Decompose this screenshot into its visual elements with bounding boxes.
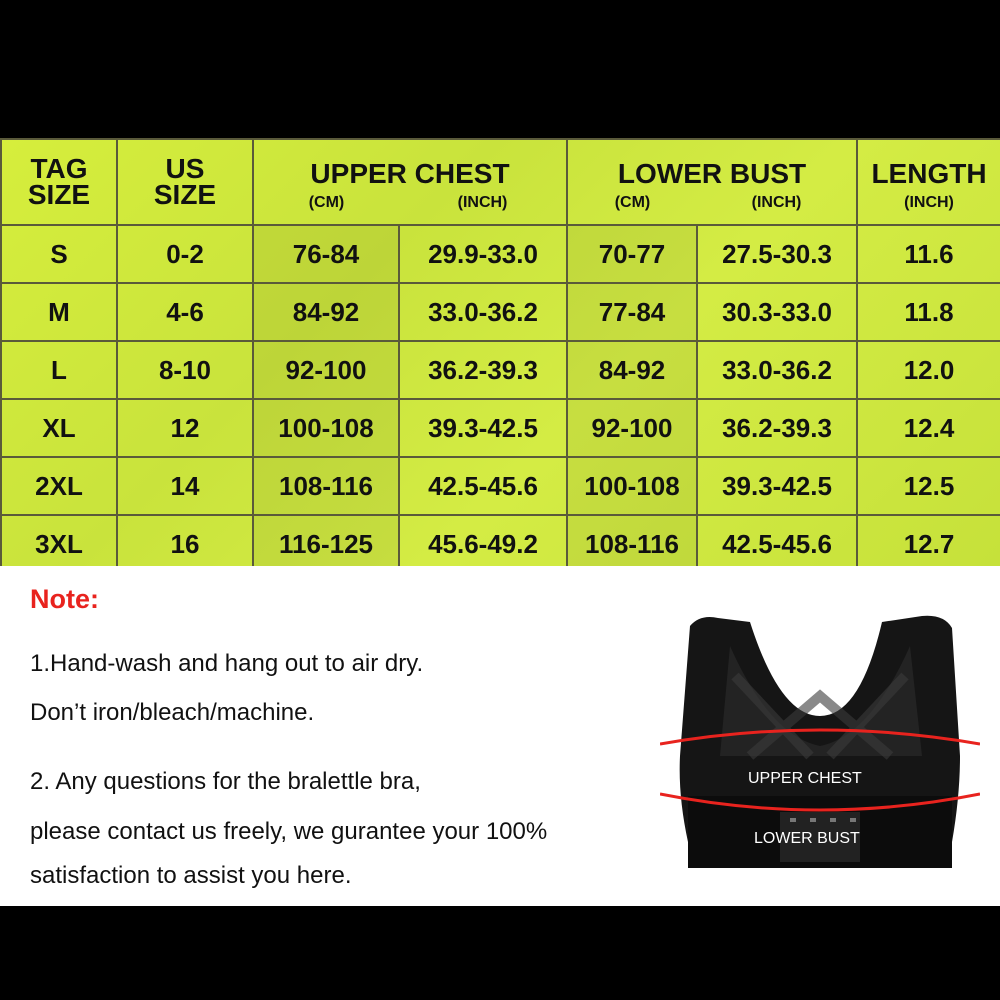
cell-lower-bust-inch: 30.3-33.0 — [697, 283, 857, 341]
cell-us: 4-6 — [117, 283, 253, 341]
cell-length: 11.6 — [857, 225, 1000, 283]
cell-lower-bust-cm: 77-84 — [567, 283, 697, 341]
cell-tag: 3XL — [1, 515, 117, 573]
garment-illustration — [660, 606, 980, 896]
size-table — [0, 138, 1000, 574]
cell-tag: S — [1, 225, 117, 283]
header-lower-bust-cm: (CM) — [567, 190, 697, 225]
lower-bust-label: LOWER BUST — [754, 830, 860, 847]
size-table-wrap — [0, 138, 1000, 566]
cell-length: 12.7 — [857, 515, 1000, 573]
cell-us: 14 — [117, 457, 253, 515]
cell-upper-chest-inch: 39.3-42.5 — [399, 399, 567, 457]
cell-upper-chest-inch: 45.6-49.2 — [399, 515, 567, 573]
cell-upper-chest-inch: 36.2-39.3 — [399, 341, 567, 399]
header-us-size-line2: SIZE — [153, 179, 217, 210]
cell-lower-bust-cm: 100-108 — [567, 457, 697, 515]
header-length-inch: (INCH) — [857, 190, 1000, 225]
header-tag-size — [1, 139, 117, 225]
cell-us: 0-2 — [117, 225, 253, 283]
cell-length: 12.0 — [857, 341, 1000, 399]
cell-upper-chest-cm: 116-125 — [253, 515, 399, 573]
note-section — [0, 566, 1000, 906]
cell-tag: XL — [1, 399, 117, 457]
upper-chest-label: UPPER CHEST — [748, 770, 862, 787]
cell-lower-bust-cm: 92-100 — [567, 399, 697, 457]
cell-upper-chest-inch: 29.9-33.0 — [399, 225, 567, 283]
cell-lower-bust-cm: 108-116 — [567, 515, 697, 573]
cell-upper-chest-cm: 84-92 — [253, 283, 399, 341]
cell-lower-bust-cm: 70-77 — [567, 225, 697, 283]
cell-upper-chest-inch: 42.5-45.6 — [399, 457, 567, 515]
cell-lower-bust-inch: 39.3-42.5 — [697, 457, 857, 515]
cell-us: 16 — [117, 515, 253, 573]
header-us-size-line1: US — [165, 153, 205, 184]
note-line-5: satisfaction to assist you here. — [30, 862, 352, 889]
note-line-4: please contact us freely, we gurantee your 100% — [30, 818, 548, 845]
header-lower-bust-inch: (INCH) — [697, 190, 857, 225]
header-tag-size-line2: SIZE — [27, 179, 91, 210]
cell-lower-bust-cm: 84-92 — [567, 341, 697, 399]
note-line-1: 1.Hand-wash and hang out to air dry. — [30, 650, 424, 677]
cell-tag: L — [1, 341, 117, 399]
cell-upper-chest-inch: 33.0-36.2 — [399, 283, 567, 341]
cell-upper-chest-cm: 92-100 — [253, 341, 399, 399]
product-image — [660, 606, 980, 896]
cell-upper-chest-cm: 100-108 — [253, 399, 399, 457]
cell-length: 11.8 — [857, 283, 1000, 341]
cell-us: 8-10 — [117, 341, 253, 399]
cell-length: 12.4 — [857, 399, 1000, 457]
header-lower-bust: LOWER BUST — [567, 139, 857, 190]
header-length: LENGTH — [857, 139, 1000, 190]
table-row — [1, 515, 1000, 573]
table-row — [1, 283, 1000, 341]
cell-upper-chest-cm: 108-116 — [253, 457, 399, 515]
table-row — [1, 225, 1000, 283]
header-tag-size-line1: TAG — [30, 153, 88, 184]
cell-lower-bust-inch: 27.5-30.3 — [697, 225, 857, 283]
note-title: Note: — [30, 584, 99, 614]
cell-us: 12 — [117, 399, 253, 457]
table-row — [1, 399, 1000, 457]
cell-tag: 2XL — [1, 457, 117, 515]
cell-lower-bust-inch: 42.5-45.6 — [697, 515, 857, 573]
cell-length: 12.5 — [857, 457, 1000, 515]
header-upper-chest-inch: (INCH) — [399, 190, 567, 225]
header-upper-chest: UPPER CHEST — [253, 139, 567, 190]
table-row — [1, 341, 1000, 399]
cell-lower-bust-inch: 33.0-36.2 — [697, 341, 857, 399]
note-line-2: Don’t iron/bleach/machine. — [30, 699, 315, 726]
cell-tag: M — [1, 283, 117, 341]
table-row — [1, 457, 1000, 515]
header-upper-chest-cm: (CM) — [253, 190, 399, 225]
cell-upper-chest-cm: 76-84 — [253, 225, 399, 283]
header-us-size — [117, 139, 253, 225]
note-line-3: 2. Any questions for the bralettle bra, — [30, 768, 421, 795]
cell-lower-bust-inch: 36.2-39.3 — [697, 399, 857, 457]
